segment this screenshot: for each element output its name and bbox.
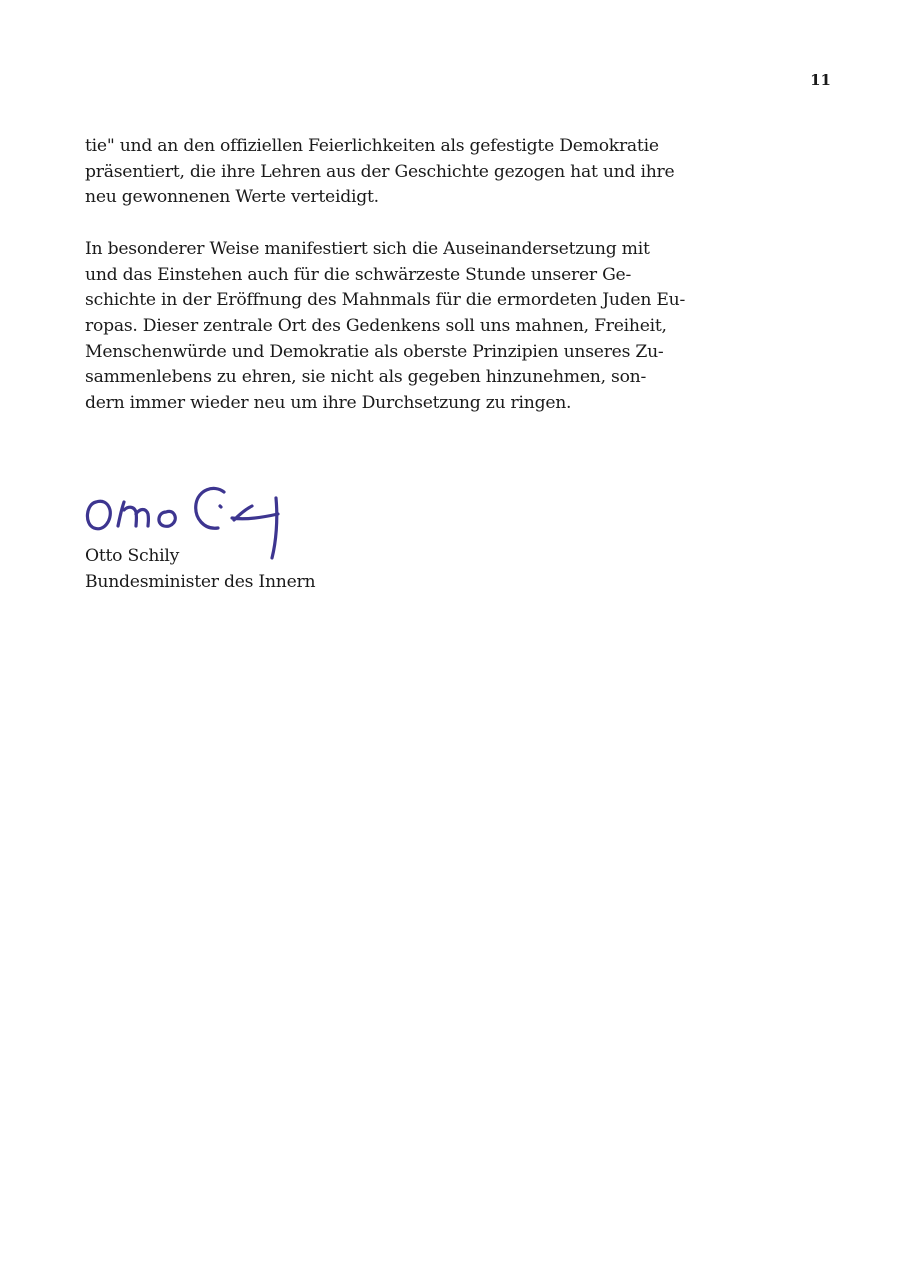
body-text: [85, 134, 685, 442]
page-number: 11: [810, 71, 831, 89]
signatory-title: Bundesminister des Innern: [85, 571, 316, 592]
text-line: schichte in der Eröffnung des Mahnmals für die ermordeten Juden Eu-: [85, 290, 686, 311]
text-line: ropas. Dieser zentrale Ort des Gedenkens soll uns mahnen, Freiheit,: [85, 315, 667, 336]
text-line: In besonderer Weise manifestiert sich die Auseinandersetzung mit: [85, 238, 650, 259]
text-line: dern immer wieder neu um ihre Durchsetzung zu ringen.: [85, 393, 572, 414]
paragraph-2: [85, 237, 685, 417]
signatory-name: Otto Schily: [85, 546, 180, 566]
text-line: präsentiert, die ihre Lehren aus der Geschichte gezogen hat und ihre: [85, 161, 675, 182]
text-line: tie" und an den offiziellen Feierlichkeiten als gefestigte Demokratie: [85, 136, 659, 156]
paragraph-1: [85, 134, 685, 211]
text-line: sammenlebens zu ehren, sie nicht als gegeben hinzunehmen, son-: [85, 367, 647, 388]
text-line: neu gewonnenen Werte verteidigt.: [85, 187, 379, 208]
signatory-block: [85, 544, 315, 595]
text-line: Menschenwürde und Demokratie als oberste Prinzipien unseres Zu-: [85, 341, 664, 362]
text-line: und das Einstehen auch für die schwärzeste Stunde unserer Ge-: [85, 264, 632, 285]
